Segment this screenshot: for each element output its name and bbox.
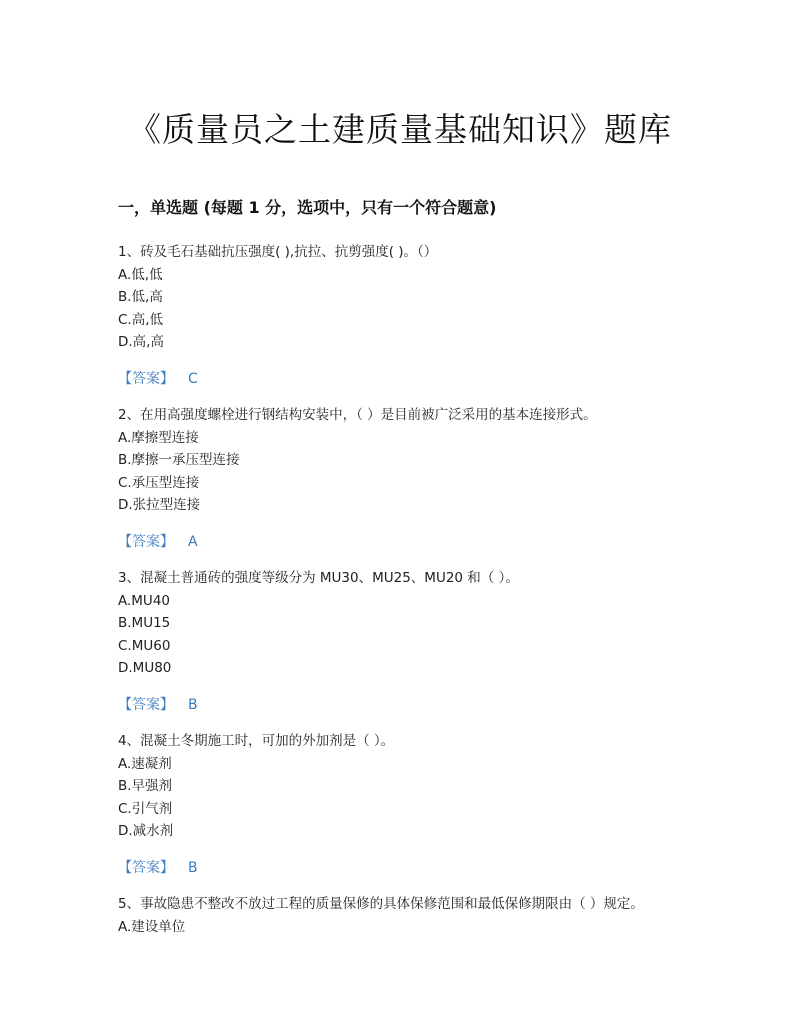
question-2: [118, 404, 718, 553]
answer-line: [118, 694, 718, 716]
answer-tag: 【答案】: [118, 370, 174, 387]
question-stem: 1、砖及毛石基础抗压强度( ),抗拉、抗剪强度( )。（）: [118, 244, 438, 260]
option-c: C.承压型连接: [118, 474, 200, 491]
option-a: A.速凝剂: [118, 755, 172, 772]
answer-tag: 【答案】: [118, 696, 174, 713]
question-5: [118, 893, 718, 938]
question-stem: 5、事故隐患不整改不放过工程的质量保修的具体保修范围和最低保修期限由（ ）规定。: [118, 896, 644, 912]
answer-line: [118, 531, 718, 553]
option-b: B.低,高: [118, 289, 163, 305]
answer-value: C: [188, 370, 198, 387]
option-a: A.摩擦型连接: [118, 429, 199, 446]
answer-value: A: [188, 533, 198, 550]
option-b: B.早强剂: [118, 778, 173, 794]
question-3: [118, 567, 718, 716]
option-d: D.MU80: [118, 660, 172, 676]
answer-tag: 【答案】: [118, 533, 174, 550]
option-a: A.建设单位: [118, 918, 186, 935]
option-c: C.引气剂: [118, 800, 173, 817]
section-heading: 一，单选题 (每题 1 分，选项中，只有一个符合题意): [118, 198, 497, 217]
option-a: A.低,低: [118, 266, 163, 283]
question-stem: 2、在用高强度螺栓进行钢结构安装中，（ ）是目前被广泛采用的基本连接形式。: [118, 407, 597, 423]
question-1: [118, 241, 718, 390]
answer-value: B: [188, 696, 198, 713]
option-d: D.高,高: [118, 334, 164, 350]
option-d: D.减水剂: [118, 823, 174, 839]
question-stem: 4、混凝土冬期施工时，可加的外加剂是（ ）。: [118, 733, 395, 749]
option-d: D.张拉型连接: [118, 497, 201, 513]
question-stem: 3、混凝土普通砖的强度等级分为 MU30、MU25、MU20 和（ ）。: [118, 570, 519, 586]
option-b: B.MU15: [118, 615, 171, 631]
answer-value: B: [188, 859, 198, 876]
option-c: C.高,低: [118, 311, 164, 328]
answer-line: [118, 857, 718, 879]
question-4: [118, 730, 718, 879]
document-title: 《质量员之土建质量基础知识》题库: [128, 110, 672, 149]
option-c: C.MU60: [118, 637, 171, 654]
answer-tag: 【答案】: [118, 859, 174, 876]
option-a: A.MU40: [118, 592, 170, 609]
option-b: B.摩擦一承压型连接: [118, 452, 240, 468]
answer-line: [118, 368, 718, 390]
